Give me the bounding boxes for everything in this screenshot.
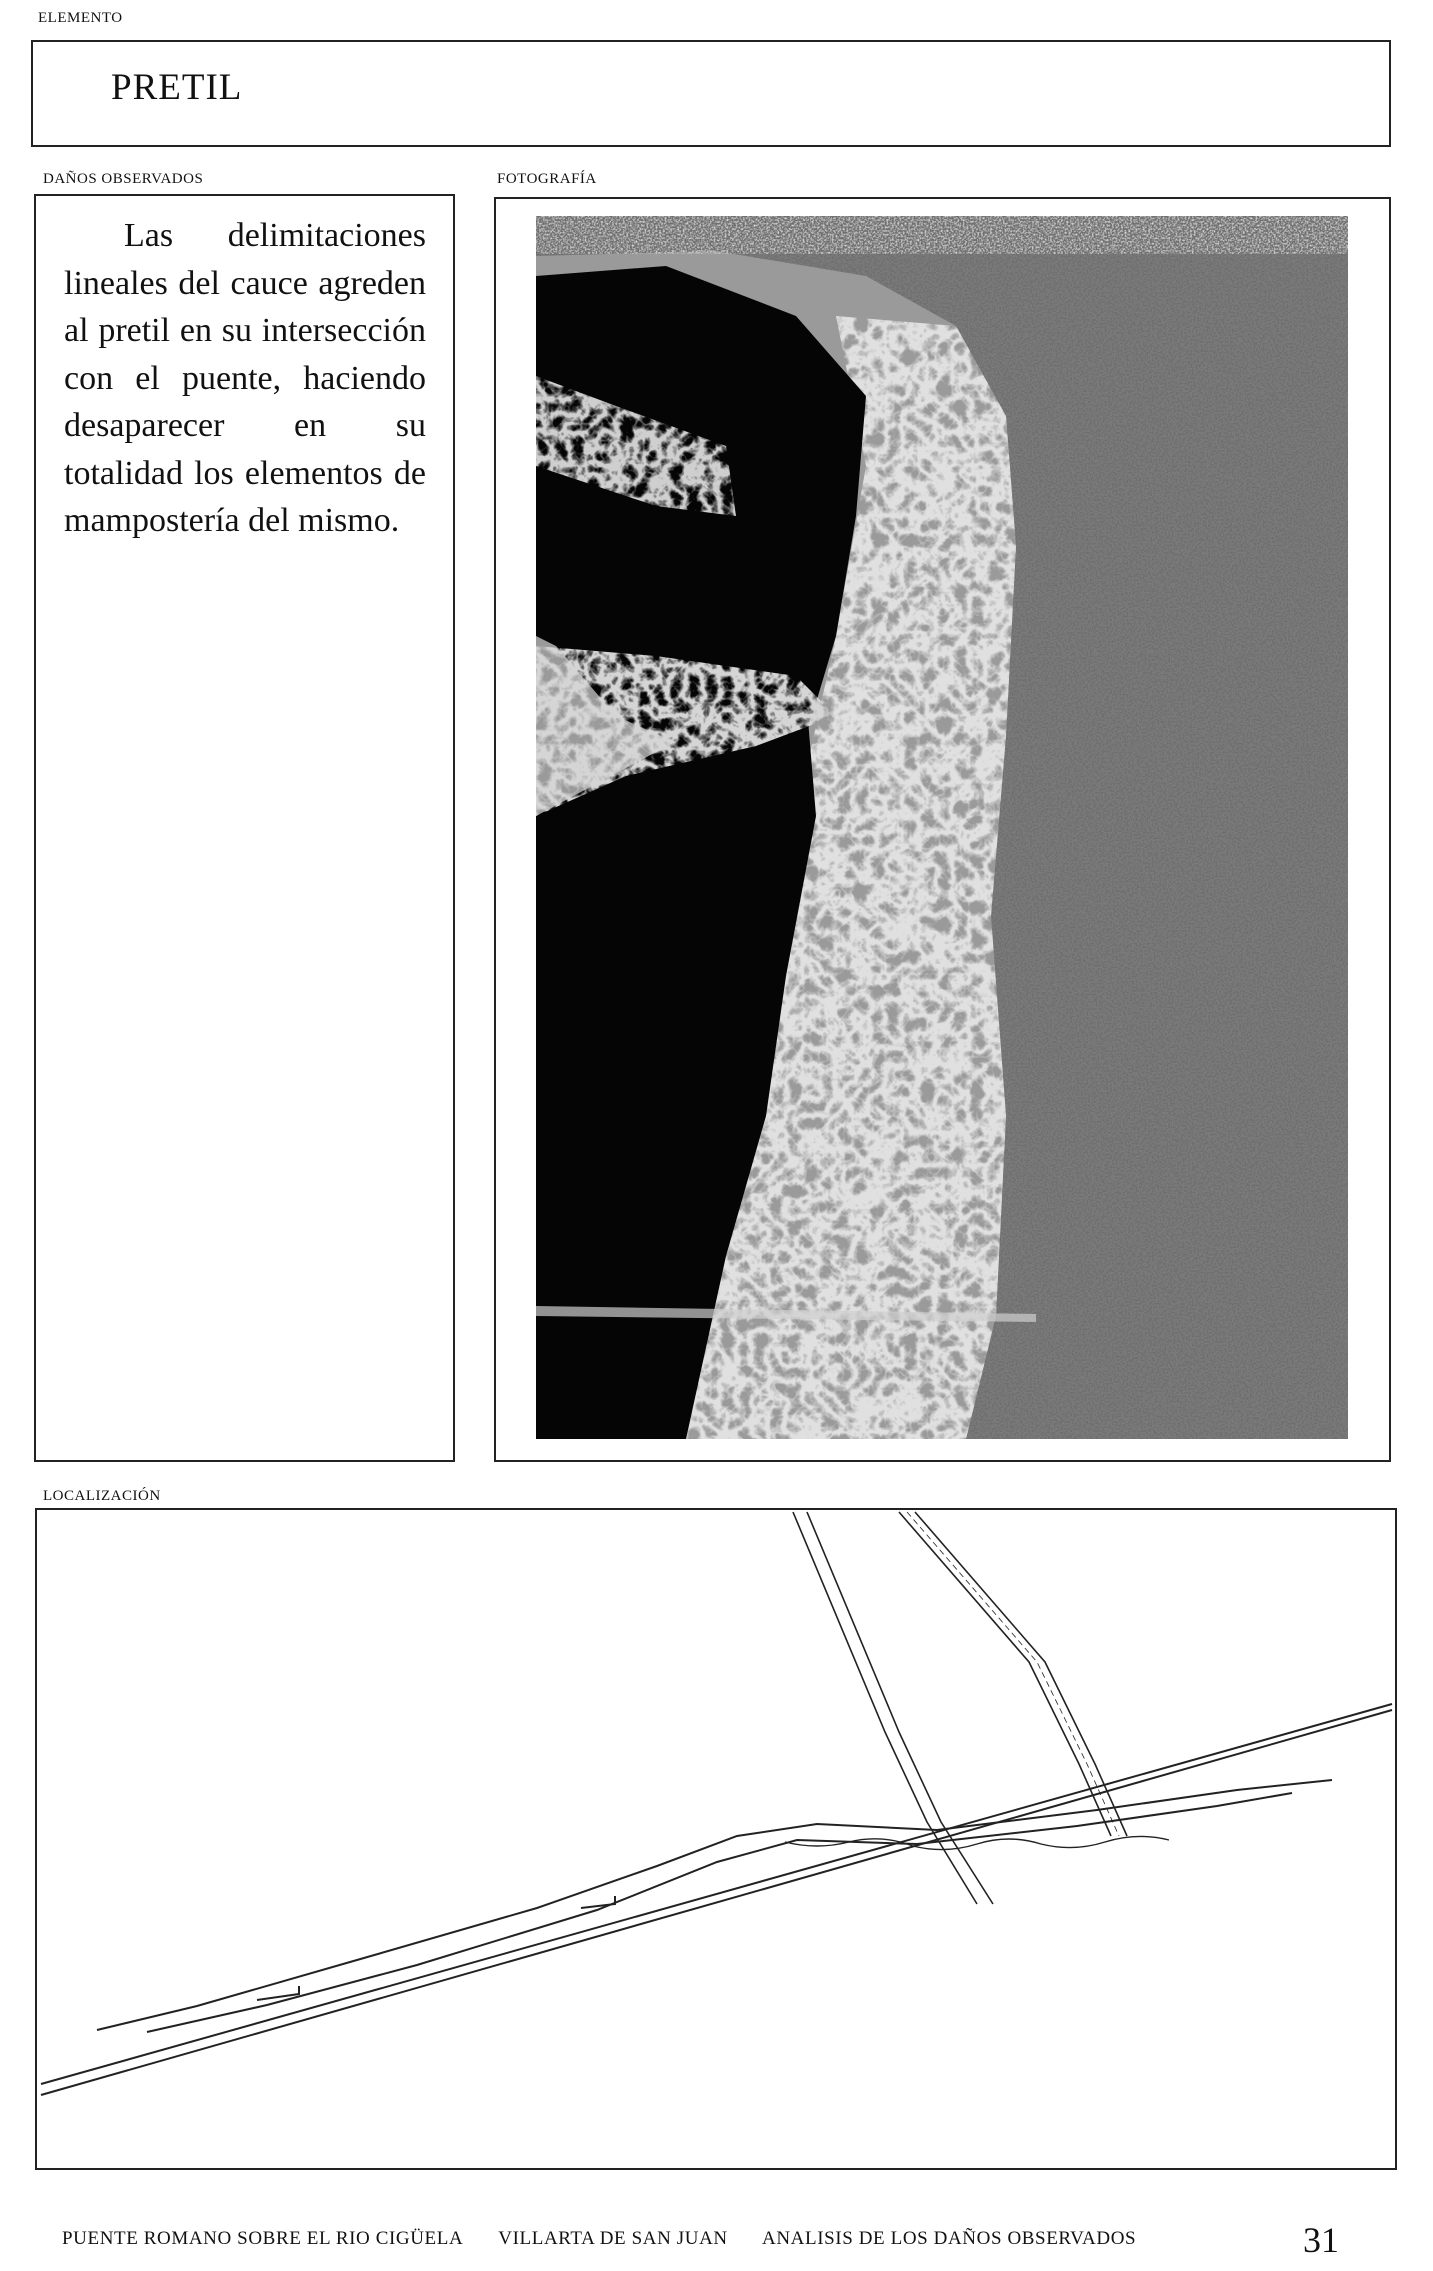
footer-bridge: PUENTE ROMANO SOBRE EL RIO CIGÜELA xyxy=(62,2228,464,2249)
damage-description: Las delimitaciones lineales del cauce agreden al pretil en su intersección con el puente, haciendo desaparecer en su totalidad los elementos de mampostería del mismo. xyxy=(64,217,426,539)
damage-label: DAÑOS OBSERVADOS xyxy=(43,171,204,187)
wavy-channel-edge xyxy=(785,1836,1169,1849)
location-label: LOCALIZACIÓN xyxy=(43,1488,161,1504)
parapet-notch xyxy=(581,1896,615,1908)
channel-centerline xyxy=(907,1512,1119,1836)
footer-town: VILLARTA DE SAN JUAN xyxy=(498,2228,728,2249)
photo-box xyxy=(494,197,1391,1462)
element-name: PRETIL xyxy=(111,67,243,108)
photo-label: FOTOGRAFÍA xyxy=(497,171,597,187)
page-footer xyxy=(62,2228,1166,2250)
location-box xyxy=(35,1508,1397,2170)
element-box xyxy=(31,40,1391,147)
parapet-outer-line xyxy=(97,1780,1332,2030)
page-number: 31 xyxy=(1303,2220,1339,2260)
channel-line-right xyxy=(899,1512,1111,1836)
damage-box xyxy=(34,194,455,1462)
element-label: ELEMENTO xyxy=(38,10,123,26)
parapet-inner-line xyxy=(147,1793,1292,2032)
road-edge-line xyxy=(41,1704,1392,2084)
parapet-photo xyxy=(536,216,1348,1439)
location-plan xyxy=(37,1510,1395,2168)
footer-section: ANALISIS DE LOS DAÑOS OBSERVADOS xyxy=(762,2228,1137,2249)
road-edge-line xyxy=(41,1710,1392,2095)
